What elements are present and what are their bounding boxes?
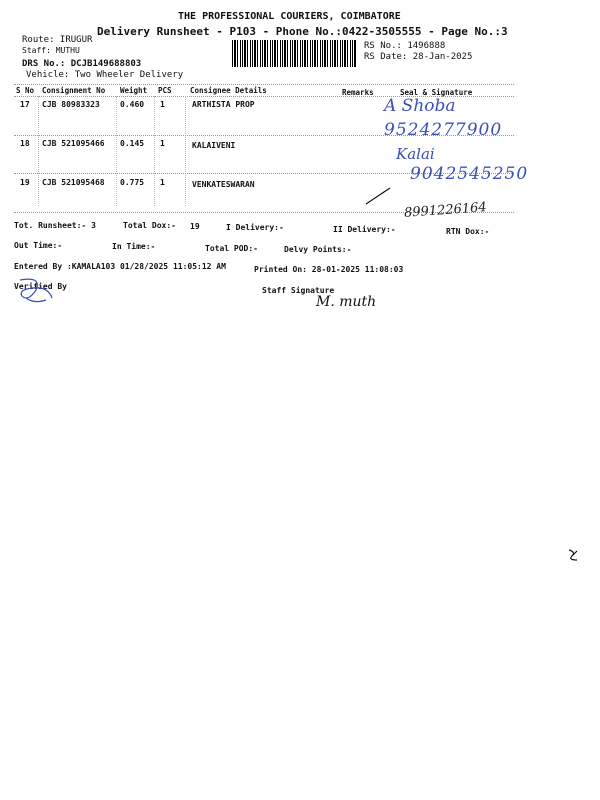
stray-pen-mark [566,548,580,562]
row-consignee: VENKATESWARAN [192,180,255,189]
row-pcs: 1 [160,178,165,187]
row-weight: 0.145 [120,139,145,148]
drs-number: DRS No.: DCJB149688803 [22,59,142,69]
col-consignment: Consignment No [42,86,106,95]
tot-runsheet: Tot. Runsheet:- 3 [14,221,96,230]
rs-date: RS Date: 28-Jan-2025 [364,52,473,62]
row-consignment: CJB 80983323 [42,100,100,109]
row-sno: 18 [20,139,30,148]
col-consignee: Consignee Details [190,86,267,95]
col-divider [38,96,39,206]
row-weight: 0.460 [120,100,145,109]
total-pod: Total POD:- [205,244,258,253]
col-divider [154,96,155,206]
verifier-signature-scribble [12,276,62,306]
vehicle-label: Vehicle: Two Wheeler Delivery [26,70,184,80]
rtn-dox: RTN Dox:- [446,227,490,236]
col-weight: Weight [120,86,148,95]
handwritten-name-1: A Shoba [384,96,456,116]
staff-signature-label: Staff Signature [262,286,335,295]
col-sno: S No [16,86,35,95]
row-consignment: CJB 521095468 [42,178,105,187]
row-sno: 17 [20,100,30,109]
row-pcs: 1 [160,100,165,109]
i-delivery: I Delivery:- [226,223,284,232]
col-remarks: Remarks [342,88,374,97]
table-top-rule [14,84,514,85]
row-pcs: 1 [160,139,165,148]
col-pcs: PCS [158,86,172,95]
out-time: Out Time:- [14,241,63,250]
staff-signature-handwritten: M. muth [316,294,377,310]
col-divider [185,96,186,206]
runsheet-title: Delivery Runsheet - P103 - Phone No.:0422-3505555 - Page No.:3 [97,25,508,38]
total-dox-value: 19 [190,222,200,231]
rs-number: RS No.: 1496888 [364,41,446,51]
printed-on: Printed On: 28-01-2025 11:08:03 [254,265,404,274]
barcode-image [232,40,357,67]
company-name: THE PROFESSIONAL COURIERS, COIMBATORE [178,11,401,22]
handwritten-phone-3: 8991226164 [403,200,488,221]
row-consignee: ARTHISTA PROP [192,100,255,109]
row-consignment: CJB 521095466 [42,139,105,148]
ii-delivery: II Delivery:- [333,225,396,234]
verified-by: Verified By [14,282,67,291]
pen-stroke-mark [364,186,394,206]
handwritten-phone-2: 9042545250 [410,164,529,184]
row-weight: 0.775 [120,178,145,187]
row-consignee: KALAIVENI [192,141,236,150]
col-seal: Seal & Signature [400,88,473,97]
handwritten-name-2: Kalai [396,145,435,163]
handwritten-phone-1: 9524277900 [384,120,503,140]
total-dox-label: Total Dox:- [123,221,176,230]
col-divider [116,96,117,206]
row-sno: 19 [20,178,30,187]
entered-by: Entered By :KAMALA103 01/28/2025 11:05:12 AM [14,262,226,271]
delvy-points: Delvy Points:- [284,245,352,254]
in-time: In Time:- [112,242,156,251]
staff-label: Staff: MUTHU [22,46,80,55]
route-label: Route: IRUGUR [22,35,93,45]
